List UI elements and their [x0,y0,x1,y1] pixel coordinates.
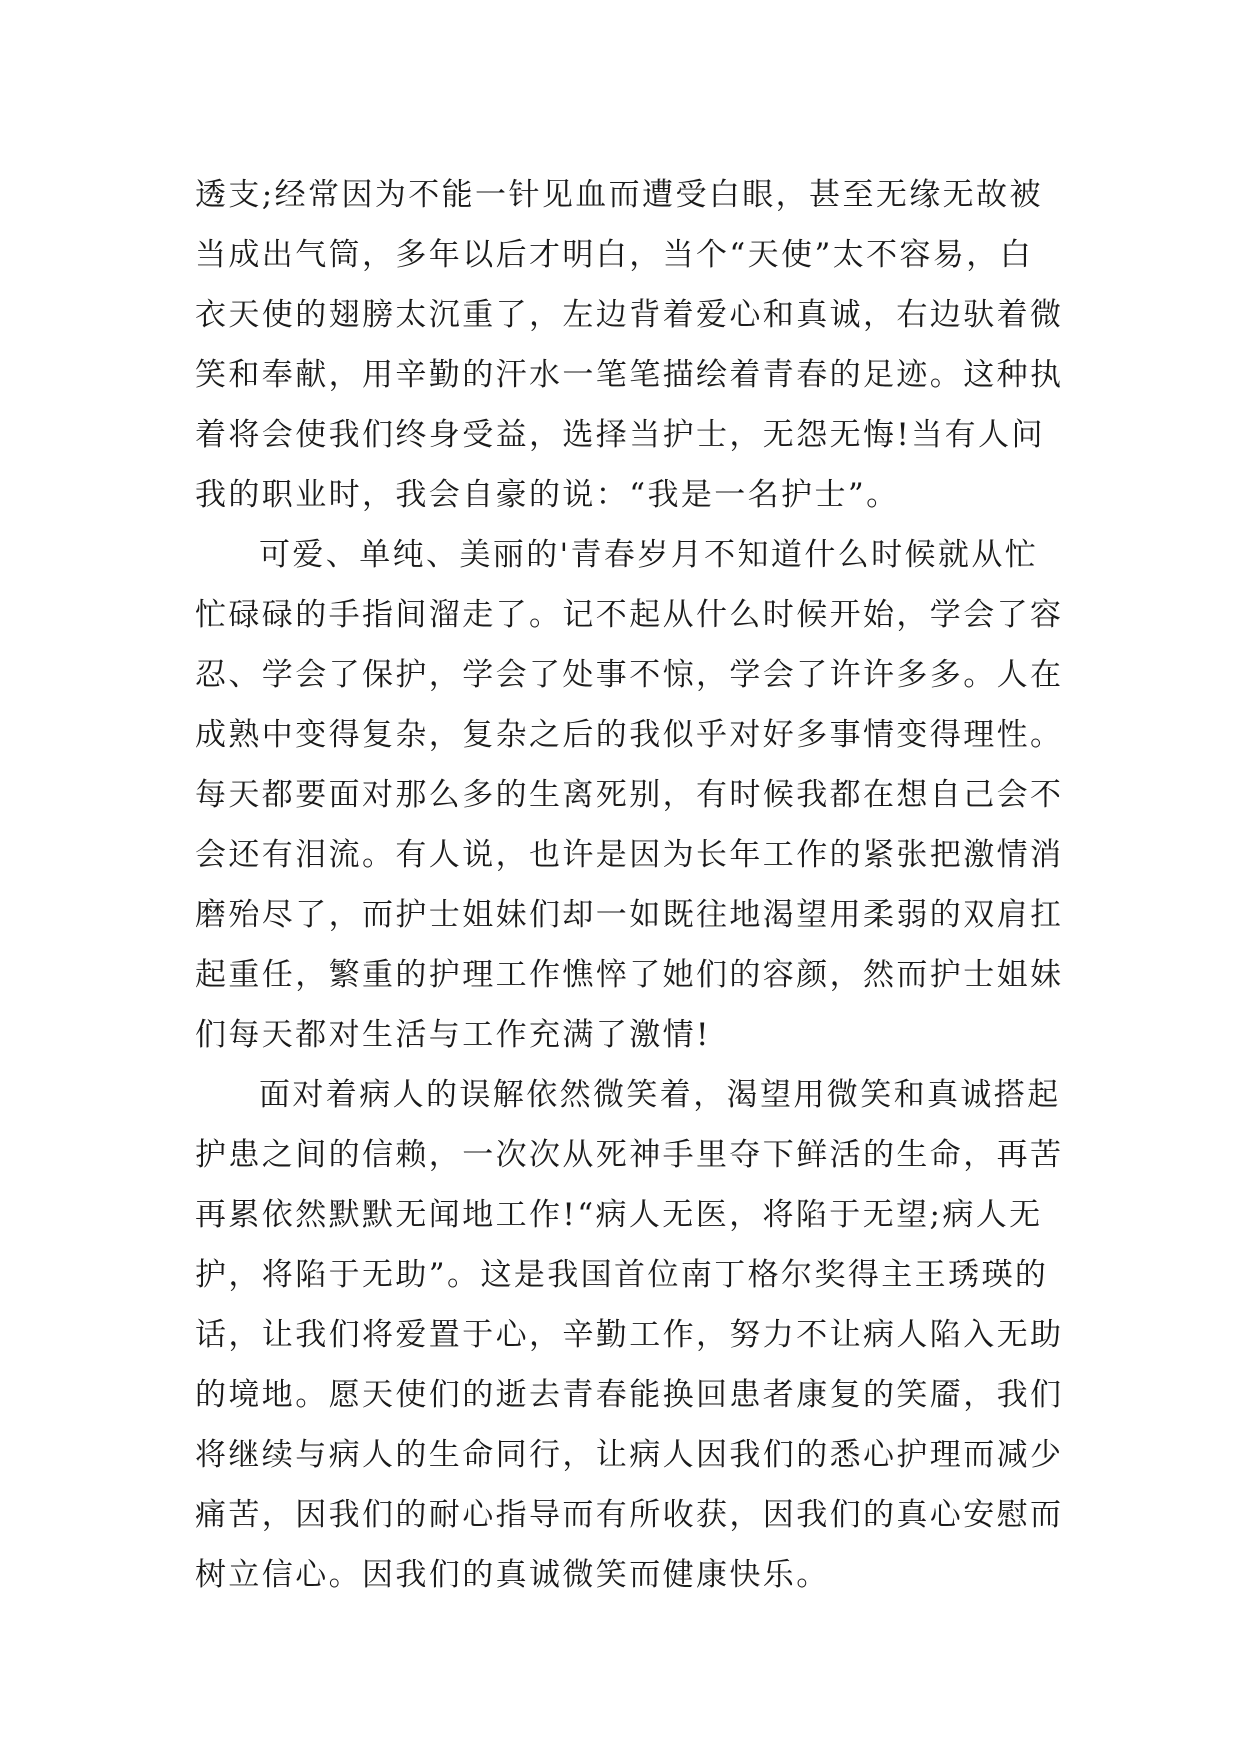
text-line: 透支;经常因为不能一针见血而遭受白眼，甚至无缘无故被 [195,177,1043,213]
body-text [195,165,1075,1605]
text-line: 每天都要面对那么多的生离死别，有时候我都在想自己会不 [195,777,1064,813]
text-line: 会还有泪流。有人说，也许是因为长年工作的紧张把激情消 [195,837,1064,873]
text-line: 我的职业时，我会自豪的说：“我是一名护士”。 [195,477,900,513]
text-line: 忍、学会了保护，学会了处事不惊，学会了许许多多。人在 [195,657,1064,693]
text-line: 话，让我们将爱置于心，辛勤工作，努力不让病人陷入无助 [195,1317,1064,1353]
text-line: 再累依然默默无闻地工作!“病人无医，将陷于无望;病人无 [195,1197,1043,1233]
text-line: 忙碌碌的手指间溜走了。记不起从什么时候开始，学会了容 [195,597,1064,633]
text-line: 衣天使的翅膀太沉重了，左边背着爱心和真诚，右边驮着微 [195,297,1064,333]
text-line: 树立信心。因我们的真诚微笑而健康快乐。 [195,1557,830,1593]
text-line: 起重任，繁重的护理工作憔悴了她们的容颜，然而护士姐妹 [195,957,1064,993]
text-line: 当成出气筒，多年以后才明白，当个“天使”太不容易，白 [195,237,1034,273]
paragraph-start-line: 可爱、单纯、美丽的'青春岁月不知道什么时候就从忙 [259,537,1039,573]
text-line: 磨殆尽了，而护士姐妹们却一如既往地渴望用柔弱的双肩扛 [195,897,1064,933]
text-line: 护患之间的信赖，一次次从死神手里夺下鲜活的生命，再苦 [195,1137,1064,1173]
text-line: 笑和奉献，用辛勤的汗水一笔笔描绘着青春的足迹。这种执 [195,357,1064,393]
text-line: 的境地。愿天使们的逝去青春能换回患者康复的笑靥，我们 [195,1377,1064,1413]
text-line: 痛苦，因我们的耐心指导而有所收获，因我们的真心安慰而 [195,1497,1064,1533]
text-line: 将继续与病人的生命同行，让病人因我们的悉心护理而减少 [195,1437,1064,1473]
text-line: 着将会使我们终身受益，选择当护士，无怨无悔!当有人问 [195,417,1045,453]
text-line: 护，将陷于无助”。这是我国首位南丁格尔奖得主王琇瑛的 [195,1257,1049,1293]
paragraph-start-line: 面对着病人的误解依然微笑着，渴望用微笑和真诚搭起 [259,1077,1061,1113]
text-line: 们每天都对生活与工作充满了激情! [195,1017,711,1053]
text-line: 成熟中变得复杂，复杂之后的我似乎对好多事情变得理性。 [195,717,1064,753]
